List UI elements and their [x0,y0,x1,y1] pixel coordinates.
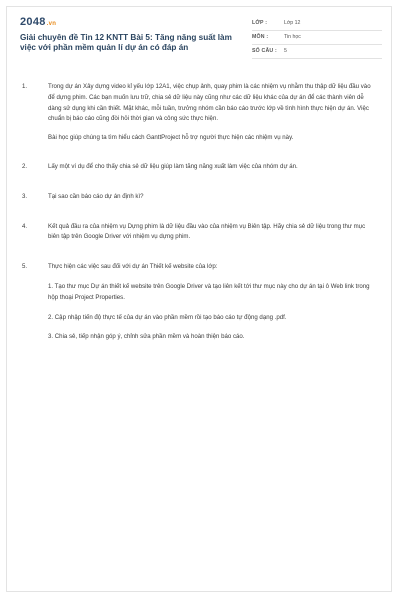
sub-task: 2. Cập nhập tiến độ thực tế của dự án vào phần mềm rồi tạo báo cáo tự động dạng .pdf. [48,313,287,321]
meta-value: Lớp 12 [284,19,301,26]
logo-domain: .vn [46,21,57,27]
sub-task: 3. Chia sẻ, tiếp nhận góp ý, chỉnh sửa phần mềm và hoàn thiện báo cáo. [48,333,245,341]
document-title: Giải chuyên đề Tin 12 KNTT Bài 5: Tăng năng suất làm việc với phần mềm quản lí dự án có đáp án [20,33,232,52]
meta-value: 5 [284,48,287,54]
document-header [20,16,382,60]
site-logo[interactable] [20,16,56,31]
question-item [20,222,372,244]
meta-row-subject [252,30,382,44]
question-number: 5. [22,263,28,271]
meta-label: LỚP : [252,19,268,26]
question-number: 2. [22,162,28,170]
question-item [20,162,372,173]
question-number: 1. [22,83,28,90]
meta-table [252,16,382,59]
meta-row-question-count [252,44,382,58]
question-text-continued: Bài học giúp chúng ta tìm hiểu cách GanttProject hỗ trợ người thực hiện các nhiệm vụ này. [48,134,294,142]
sub-task: 1. Tạo thư mục Dự án thiết kế website trên Google Driver và tạo liên kết tới thư mục này cho dự án tại ô Web link trong hộp thoại Project Properties. [48,282,370,301]
question-item [20,82,372,144]
question-list [20,82,372,343]
question-item [20,262,372,343]
question-number: 4. [22,222,28,230]
meta-label: MÔN : [252,34,269,40]
meta-row-class [252,16,382,30]
question-text: Kết quả đầu ra của nhiệm vụ Dựng phim là dữ liệu đầu vào của nhiệm vụ Biên tập. Hãy chia sẻ dữ liệu trong thư mục biên tập trên Google Driver với nhiệm vụ dựng phim. [48,222,366,241]
logo-text: 2048 [20,16,46,28]
meta-value: Tin học [284,34,301,40]
question-text: Thực hiện các việc sau đối với dự án Thiết kế website của lớp: [48,263,218,271]
question-item [20,192,372,203]
meta-label: SỐ CÂU : [252,48,277,54]
question-text: Tại sao cần báo cáo dự án định kì? [48,192,144,200]
question-text: Trong dự án Xây dựng video kỉ yếu lớp 12A1, việc chụp ảnh, quay phim là các nhiệm vụ nhằm thu thập dữ liệu đầu vào để dựng phim. Các bạn muốn lưu trữ, chia sẻ dữ liệu này cũng như các dữ liệu khác của dự án để các thành viên dễ dàng sử dụng khi cần thiết. Mặt khác, mỗi tuần, trưởng nhóm cần báo cáo trước lớp về tình hình thực hiện dự án. Việc chuẩn bị báo cáo cũng đòi hỏi thời gian và công sức thực hiện. [48,83,371,123]
question-number: 3. [22,192,28,200]
question-text: Lấy một ví dụ để cho thấy chia sẻ dữ liệu giúp làm tăng năng xuất làm việc của nhóm dự án. [48,162,298,170]
